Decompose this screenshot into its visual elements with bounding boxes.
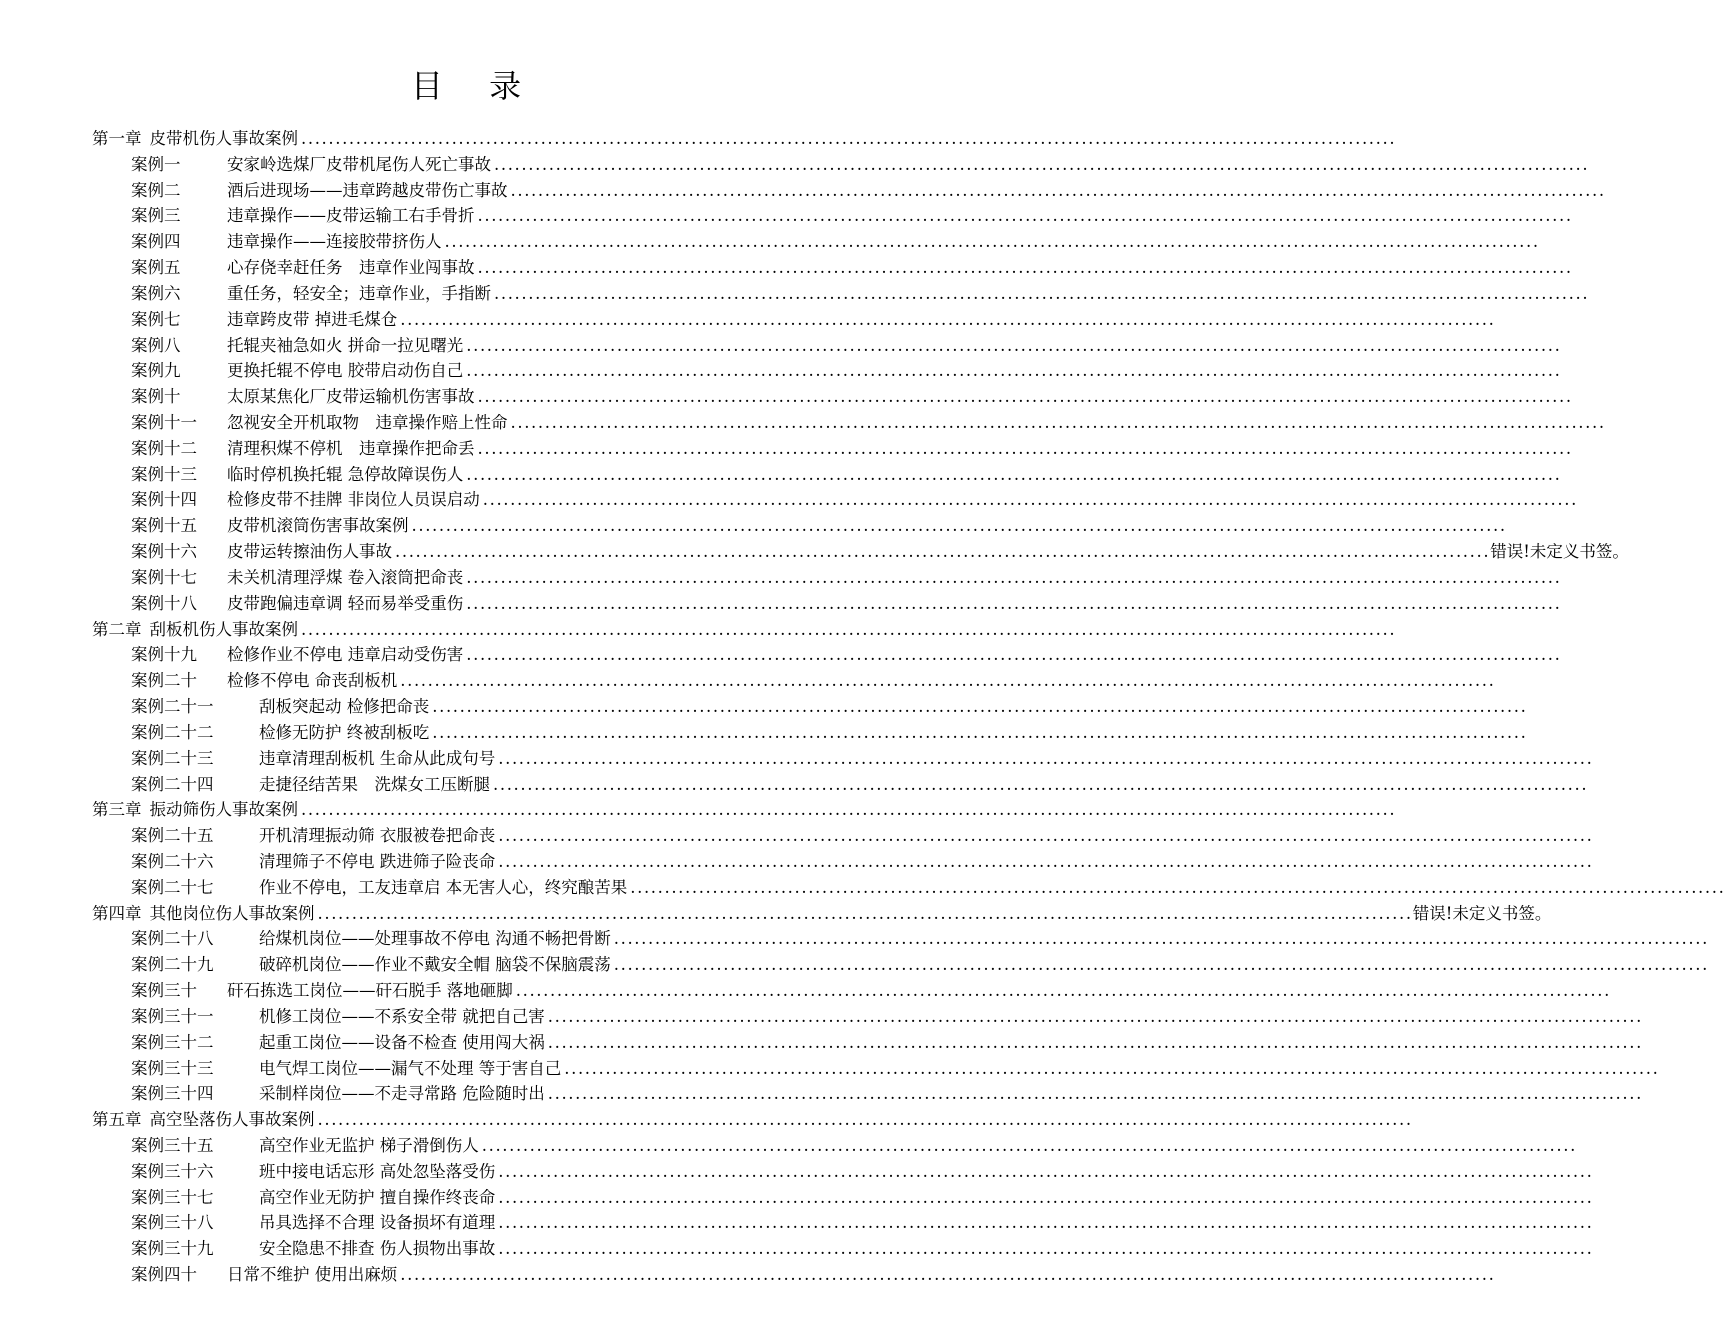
- case-number: 案例三十六: [131, 1161, 214, 1181]
- toc-case-entry[interactable]: [131, 875, 850, 901]
- case-number: 案例十四: [131, 490, 197, 510]
- dot-leader: [483, 487, 1578, 513]
- entry-title: 更换托辊不停电 胶带启动伤自己: [227, 361, 464, 381]
- dot-leader: [301, 617, 1396, 643]
- toc-case-entry[interactable]: [131, 152, 850, 178]
- dot-leader: [498, 849, 1593, 875]
- entry-title: 皮带机滚筒伤害事故案例: [227, 516, 409, 536]
- toc-case-entry[interactable]: [131, 436, 850, 462]
- dot-leader: [498, 1210, 1593, 1236]
- dot-leader: [548, 1004, 1643, 1030]
- dot-leader: [516, 978, 1611, 1004]
- toc-case-entry[interactable]: [131, 1133, 850, 1159]
- dot-leader: [395, 539, 1490, 565]
- case-number: 案例十二: [131, 438, 197, 458]
- entry-title: 未关机清理浮煤 卷入滚筒把命丧: [227, 567, 464, 587]
- toc-case-entry[interactable]: [131, 384, 850, 410]
- entry-title: 酒后进现场——违章跨越皮带伤亡事故: [227, 180, 508, 200]
- entry-title: 其他岗位伤人事故案例: [149, 903, 315, 923]
- entry-title: 托辊夹袖急如火 拼命一拉见曙光: [227, 335, 464, 355]
- toc-case-entry[interactable]: [131, 1236, 850, 1262]
- toc-case-entry[interactable]: [131, 591, 850, 617]
- entry-title: 清理筛子不停电 跌进筛子险丧命: [259, 851, 496, 871]
- chapter-number: 第二章: [92, 619, 142, 639]
- dot-leader: [301, 126, 1396, 152]
- dot-leader: [466, 642, 1561, 668]
- toc-case-entry[interactable]: [131, 978, 850, 1004]
- case-number: 案例三: [131, 206, 181, 226]
- dot-leader: [318, 901, 1413, 927]
- toc-case-entry[interactable]: [131, 229, 850, 255]
- dot-leader: [466, 462, 1561, 488]
- dot-leader: [466, 565, 1561, 591]
- toc-chapter-entry[interactable]: [92, 901, 1552, 927]
- case-number: 案例三十五: [131, 1135, 214, 1155]
- case-number: 案例十八: [131, 593, 197, 613]
- dot-leader: [412, 513, 1507, 539]
- case-number: 案例二十九: [131, 955, 214, 975]
- entry-title: 走捷径结苦果 洗煤女工压断腿: [259, 774, 490, 794]
- toc-case-entry[interactable]: [131, 849, 850, 875]
- dot-leader: [493, 772, 1588, 798]
- case-number: 案例三十九: [131, 1239, 214, 1259]
- dot-leader: [478, 255, 1573, 281]
- toc-case-entry[interactable]: [131, 1030, 850, 1056]
- entry-title: 重任务，轻安全；违章作业，手指断: [227, 283, 491, 303]
- entry-title: 安全隐患不排查 伤人损物出事故: [259, 1239, 496, 1259]
- case-number: 案例八: [131, 335, 181, 355]
- chapter-number: 第五章: [92, 1110, 142, 1130]
- dot-leader: [498, 1185, 1593, 1211]
- entry-title: 班中接电话忘形 高处忽坠落受伤: [259, 1161, 496, 1181]
- entry-title: 开机清理振动筛 衣服被卷把命丧: [259, 826, 496, 846]
- toc-case-entry[interactable]: [131, 1004, 850, 1030]
- dot-leader: [466, 333, 1561, 359]
- entry-title: 违章操作——连接胶带挤伤人: [227, 232, 442, 252]
- case-number: 案例四: [131, 232, 181, 252]
- entry-title: 刮板机伤人事故案例: [149, 619, 298, 639]
- case-number: 案例三十三: [131, 1058, 214, 1078]
- entry-title: 矸石拣选工岗位——矸石脱手 落地砸脚: [227, 981, 513, 1001]
- case-number: 案例二十六: [131, 851, 214, 871]
- case-number: 案例二十七: [131, 877, 214, 897]
- dot-leader: [630, 875, 1725, 901]
- case-number: 案例二十五: [131, 826, 214, 846]
- case-number: 案例二十一: [131, 697, 214, 717]
- entry-title: 检修无防护 终被刮板吃: [259, 722, 430, 742]
- dot-leader: [478, 203, 1573, 229]
- case-number: 案例十九: [131, 645, 197, 665]
- toc-case-entry[interactable]: [131, 720, 850, 746]
- entry-title: 高空作业无监护 梯子滑倒伤人: [259, 1135, 479, 1155]
- dot-leader: [400, 1262, 1495, 1288]
- entry-title: 电气焊工岗位——漏气不处理 等于害自己: [259, 1058, 562, 1078]
- case-number: 案例三十二: [131, 1032, 214, 1052]
- dot-leader: [432, 720, 1527, 746]
- dot-leader: [466, 358, 1561, 384]
- dot-leader: [494, 281, 1589, 307]
- case-number: 案例三十四: [131, 1084, 214, 1104]
- case-number: 案例四十: [131, 1265, 197, 1285]
- toc-case-entry[interactable]: [131, 1056, 850, 1082]
- toc-case-entry[interactable]: [131, 1185, 850, 1211]
- case-number: 案例九: [131, 361, 181, 381]
- dot-leader: [432, 694, 1527, 720]
- case-number: 案例七: [131, 309, 181, 329]
- toc-case-entry[interactable]: [131, 513, 850, 539]
- dot-leader: [498, 823, 1593, 849]
- entry-title: 振动筛伤人事故案例: [149, 800, 298, 820]
- toc-case-entry[interactable]: [131, 1081, 850, 1107]
- toc-case-entry[interactable]: [131, 642, 850, 668]
- dot-leader: [498, 1236, 1593, 1262]
- case-number: 案例六: [131, 283, 181, 303]
- chapter-number: 第一章: [92, 129, 142, 148]
- case-number: 案例十一: [131, 413, 197, 433]
- dot-leader: [511, 178, 1606, 204]
- case-number: 案例十五: [131, 516, 197, 536]
- entry-title: 日常不维护 使用出麻烦: [227, 1265, 398, 1285]
- toc-case-entry[interactable]: [131, 203, 850, 229]
- toc-case-entry[interactable]: [131, 565, 850, 591]
- toc-case-entry[interactable]: [131, 410, 850, 436]
- dot-leader: [478, 384, 1573, 410]
- entry-title: 皮带机伤人事故案例: [149, 129, 298, 148]
- case-number: 案例二十三: [131, 748, 214, 768]
- dot-leader: [466, 591, 1561, 617]
- case-number: 案例十六: [131, 542, 197, 562]
- case-number: 案例二十四: [131, 774, 214, 794]
- toc-case-entry[interactable]: [131, 462, 850, 488]
- entry-title: 刮板突起动 检修把命丧: [259, 697, 430, 717]
- entry-title: 皮带运转擦油伤人事故: [227, 542, 392, 562]
- toc-case-entry[interactable]: [131, 746, 850, 772]
- entry-title: 检修作业不停电 违章启动受伤害: [227, 645, 464, 665]
- entry-title: 吊具选择不合理 设备损坏有道理: [259, 1213, 496, 1233]
- toc-case-entry[interactable]: [131, 926, 850, 952]
- toc-case-entry[interactable]: [131, 1262, 850, 1288]
- entry-title: 破碎机岗位——作业不戴安全帽 脑袋不保脑震荡: [259, 955, 611, 975]
- toc-chapter-entry[interactable]: [92, 617, 850, 643]
- dot-leader: [400, 668, 1495, 694]
- case-number: 案例一: [131, 154, 181, 174]
- case-number: 案例二十二: [131, 722, 214, 742]
- entry-title: 检修不停电 命丧刮板机: [227, 671, 398, 691]
- dot-leader: [400, 307, 1495, 333]
- dot-leader: [478, 436, 1573, 462]
- toc-case-entry[interactable]: [131, 952, 850, 978]
- chapter-number: 第三章: [92, 800, 142, 820]
- entry-title: 临时停机换托辊 急停故障误伤人: [227, 464, 464, 484]
- dot-leader: [301, 797, 1396, 823]
- toc-chapter-entry[interactable]: [92, 797, 850, 823]
- case-number: 案例二十八: [131, 929, 214, 949]
- dot-leader: [494, 152, 1589, 178]
- entry-title: 违章跨皮带 掉进毛煤仓: [227, 309, 398, 329]
- toc-case-entry[interactable]: [131, 358, 850, 384]
- dot-leader: [614, 926, 1709, 952]
- entry-title: 皮带跑偏违章调 轻而易举受重伤: [227, 593, 464, 613]
- entry-title: 违章操作——皮带运输工右手骨折: [227, 206, 475, 226]
- toc-case-entry[interactable]: [131, 668, 850, 694]
- dot-leader: [482, 1133, 1577, 1159]
- toc-case-entry[interactable]: [131, 1159, 850, 1185]
- entry-title: 检修皮带不挂牌 非岗位人员误启动: [227, 490, 480, 510]
- dot-leader: [511, 410, 1606, 436]
- toc-case-entry[interactable]: [131, 487, 850, 513]
- dot-leader: [548, 1030, 1643, 1056]
- page-reference: 错误!未定义书签。: [1412, 903, 1552, 923]
- dot-leader: [445, 229, 1540, 255]
- dot-leader: [564, 1056, 1659, 1082]
- entry-title: 高空坠落伤人事故案例: [149, 1110, 315, 1130]
- dot-leader: [614, 952, 1709, 978]
- case-number: 案例十: [131, 387, 181, 407]
- page-title: 目 录: [410, 67, 540, 105]
- toc-case-entry[interactable]: [131, 1210, 850, 1236]
- toc-case-entry[interactable]: [131, 281, 850, 307]
- entry-title: 机修工岗位——不系安全带 就把自己害: [259, 1006, 545, 1026]
- dot-leader: [498, 1159, 1593, 1185]
- toc-case-entry[interactable]: [131, 255, 850, 281]
- entry-title: 太原某焦化厂皮带运输机伤害事故: [227, 387, 475, 407]
- toc-chapter-entry[interactable]: [92, 126, 850, 152]
- entry-title: 安家岭选煤厂皮带机尾伤人死亡事故: [227, 154, 491, 174]
- entry-title: 作业不停电，工友违章启 本无害人心，终究酿苦果: [259, 877, 628, 897]
- entry-title: 高空作业无防护 擅自操作终丧命: [259, 1187, 496, 1207]
- case-number: 案例五: [131, 258, 181, 278]
- case-number: 案例十七: [131, 567, 197, 587]
- chapter-number: 第四章: [92, 903, 142, 923]
- toc-chapter-entry[interactable]: [92, 1107, 850, 1133]
- case-number: 案例三十七: [131, 1187, 214, 1207]
- dot-leader: [318, 1107, 1413, 1133]
- entry-title: 清理积煤不停机 违章操作把命丢: [227, 438, 475, 458]
- entry-title: 违章清理刮板机 生命从此成句号: [259, 748, 496, 768]
- entry-title: 忽视安全开机取物 违章操作赔上性命: [227, 413, 508, 433]
- toc-case-entry[interactable]: [131, 178, 850, 204]
- entry-title: 给煤机岗位——处理事故不停电 沟通不畅把骨断: [259, 929, 611, 949]
- entry-title: 心存侥幸赶任务 违章作业闯事故: [227, 258, 475, 278]
- toc-case-entry[interactable]: [131, 307, 850, 333]
- dot-leader: [548, 1081, 1643, 1107]
- toc-case-entry[interactable]: [131, 539, 1629, 565]
- entry-title: 采制样岗位——不走寻常路 危险随时出: [259, 1084, 545, 1104]
- toc-case-entry[interactable]: [131, 772, 850, 798]
- case-number: 案例十三: [131, 464, 197, 484]
- toc-case-entry[interactable]: [131, 823, 850, 849]
- case-number: 案例二: [131, 180, 181, 200]
- toc-case-entry[interactable]: [131, 694, 850, 720]
- case-number: 案例二十: [131, 671, 197, 691]
- case-number: 案例三十一: [131, 1006, 214, 1026]
- dot-leader: [498, 746, 1593, 772]
- case-number: 案例三十八: [131, 1213, 214, 1233]
- case-number: 案例三十: [131, 981, 197, 1001]
- entry-title: 起重工岗位——设备不检查 使用闯大祸: [259, 1032, 545, 1052]
- page-reference: 错误!未定义书签。: [1490, 542, 1629, 562]
- toc-case-entry[interactable]: [131, 333, 850, 359]
